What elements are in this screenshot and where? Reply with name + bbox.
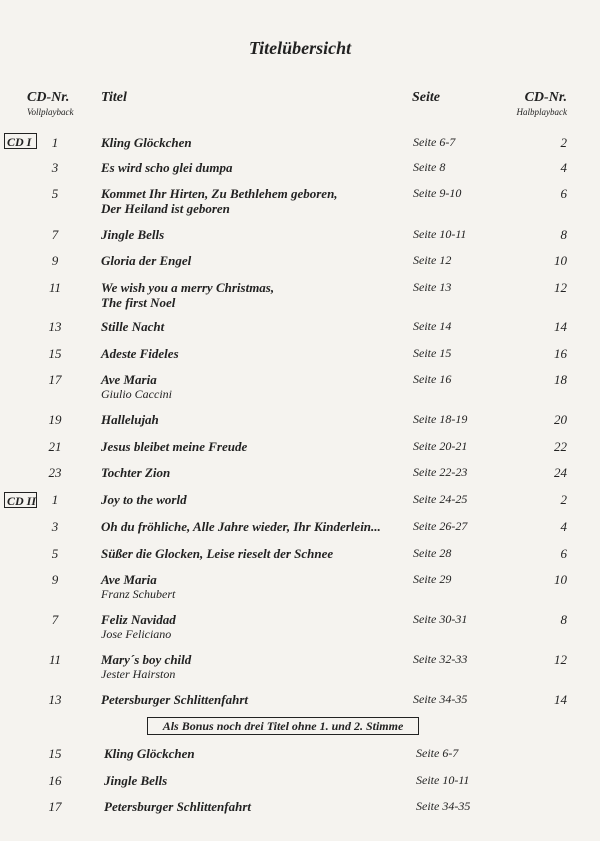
header-cd-vollplayback	[27, 90, 74, 117]
page-ref: Seite 28	[413, 546, 452, 560]
composer: Giulio Caccini	[101, 387, 172, 401]
cd-track-halbplayback: 16	[554, 346, 567, 361]
song-title: Petersburger Schlittenfahrt	[104, 799, 251, 814]
header-cd-label: CD-Nr.	[524, 90, 567, 105]
song-title	[101, 439, 247, 454]
page-ref: Seite 6-7	[416, 746, 459, 760]
cd-track-halbplayback: 14	[554, 319, 567, 334]
page-ref: Seite 14	[413, 319, 452, 333]
page-ref: Seite 32-33	[413, 652, 468, 666]
song-title	[101, 412, 159, 427]
page-ref: Seite 18-19	[413, 412, 468, 426]
song-title: Jingle Bells	[104, 773, 168, 788]
page-ref: Seite 10-11	[416, 773, 470, 787]
header-cd-sublabel: Halbplayback	[516, 107, 567, 117]
song-title	[101, 652, 191, 682]
page-ref: Seite 26-27	[413, 519, 468, 533]
song-title	[101, 546, 333, 561]
song-title-text: Es wird scho glei dumpa	[101, 160, 233, 175]
page-ref: Seite 20-21	[413, 439, 468, 453]
header-cd-halbplayback	[517, 90, 567, 117]
cd-track-vollplayback: 23	[48, 465, 62, 480]
page-ref: Seite 34-35	[413, 692, 468, 706]
cd-track-halbplayback: 8	[560, 227, 567, 242]
song-title-line2: The first Noel	[101, 295, 176, 310]
song-title-text: Ave Maria	[101, 572, 157, 587]
cd-track-vollplayback: 17	[48, 372, 62, 387]
cd-track-halbplayback: 14	[554, 692, 567, 707]
song-title-text: Kommet Ihr Hirten, Zu Bethlehem geboren,	[101, 186, 338, 201]
cd-track-halbplayback: 12	[554, 652, 567, 667]
cd-track-vollplayback: 11	[48, 652, 62, 667]
page-ref: Seite 30-31	[413, 612, 468, 626]
composer: Franz Schubert	[101, 587, 176, 601]
cd-track-vollplayback: 21	[48, 439, 62, 454]
cd-track-vollplayback: 13	[48, 692, 62, 707]
song-title-text: Jingle Bells	[101, 227, 165, 242]
cd-track-halbplayback: 24	[554, 465, 567, 480]
page-ref: Seite 9-10	[413, 186, 462, 200]
cd-track-vollplayback: 15	[48, 346, 62, 361]
song-title	[101, 572, 175, 602]
song-title-text: Petersburger Schlittenfahrt	[101, 692, 248, 707]
cd-label-box: CD II	[4, 492, 37, 508]
song-title	[101, 692, 248, 707]
song-title	[101, 465, 170, 480]
song-title	[101, 253, 191, 268]
song-title	[101, 319, 164, 334]
song-title	[101, 372, 172, 402]
cd-track-halbplayback: 4	[560, 160, 567, 175]
song-title-text: Kling Glöckchen	[101, 135, 192, 150]
song-title-text: Ave Maria	[101, 372, 157, 387]
composer: Jose Feliciano	[101, 627, 172, 641]
cd-track-halbplayback: 2	[560, 135, 567, 150]
page-ref: Seite 34-35	[416, 799, 471, 813]
cd-track-halbplayback: 2	[560, 492, 567, 507]
song-title-text: Adeste Fideles	[101, 346, 179, 361]
header-cd-sublabel: Vollplayback	[27, 107, 74, 117]
cd-track-halbplayback: 12	[554, 280, 567, 295]
song-title-text: Oh du fröhliche, Alle Jahre wieder, Ihr Kinderlein...	[101, 519, 381, 534]
song-title-text: Stille Nacht	[101, 319, 165, 334]
song-title-text: Joy to the world	[101, 492, 187, 507]
song-title-text: Mary´s boy child	[101, 652, 192, 667]
cd-track-vollplayback: 7	[51, 612, 59, 627]
song-title	[101, 346, 179, 361]
page-ref: Seite 6-7	[413, 135, 456, 149]
song-title-text: Gloria der Engel	[101, 253, 192, 268]
cd-track-vollplayback: 1	[51, 135, 59, 150]
page-ref: Seite 15	[413, 346, 452, 360]
cd-track-vollplayback: 9	[51, 253, 59, 268]
cd-track-halbplayback: 20	[554, 412, 567, 427]
cd-track-vollplayback: 16	[48, 773, 62, 788]
header-seite: Seite	[412, 90, 440, 105]
cd-track-vollplayback: 9	[51, 572, 59, 587]
song-title	[101, 492, 187, 507]
cd-track-vollplayback: 5	[51, 546, 59, 561]
cd-track-halbplayback: 4	[560, 519, 567, 534]
song-title-line2: Der Heiland ist geboren	[101, 201, 230, 216]
cd-track-halbplayback: 6	[560, 546, 567, 561]
page-ref: Seite 29	[413, 572, 452, 586]
header-titel: Titel	[101, 90, 127, 105]
song-title-text: Jesus bleibet meine Freude	[101, 439, 248, 454]
cd-track-halbplayback: 10	[554, 253, 567, 268]
cd-track-halbplayback: 10	[554, 572, 567, 587]
composer: Jester Hairston	[101, 667, 176, 681]
song-title: Kling Glöckchen	[104, 746, 195, 761]
song-title-text: Süßer die Glocken, Leise rieselt der Schnee	[101, 546, 334, 561]
cd-track-halbplayback: 22	[554, 439, 567, 454]
page-title: Titelübersicht	[248, 38, 352, 58]
cd-track-halbplayback: 6	[560, 186, 567, 201]
song-title	[101, 519, 381, 534]
song-title	[101, 280, 274, 310]
song-title-text: Feliz Navidad	[101, 612, 176, 627]
page-ref: Seite 8	[413, 160, 446, 174]
cd-track-vollplayback: 7	[51, 227, 59, 242]
header-cd-label: CD-Nr.	[27, 90, 70, 105]
cd-label-box: CD I	[4, 133, 37, 149]
song-title	[101, 160, 232, 175]
song-title-text: Hallelujah	[101, 412, 159, 427]
cd-track-vollplayback: 3	[51, 519, 59, 534]
cd-track-vollplayback: 17	[48, 799, 62, 814]
cd-track-halbplayback: 8	[560, 612, 567, 627]
cd-track-halbplayback: 18	[554, 372, 567, 387]
bonus-label: Als Bonus noch drei Titel ohne 1. und 2. Stimme	[147, 717, 419, 735]
cd-track-vollplayback: 11	[48, 280, 62, 295]
cd-track-vollplayback: 3	[51, 160, 59, 175]
cd-track-vollplayback: 19	[48, 412, 62, 427]
page-ref: Seite 16	[413, 372, 452, 386]
cd-track-vollplayback: 5	[51, 186, 59, 201]
page-ref: Seite 22-23	[413, 465, 468, 479]
song-title	[101, 612, 176, 642]
song-title	[101, 135, 192, 150]
cd-track-vollplayback: 13	[48, 319, 62, 334]
song-title	[101, 186, 338, 216]
cd-track-vollplayback: 15	[48, 746, 62, 761]
cd-track-vollplayback: 1	[51, 492, 59, 507]
song-title-text: Tochter Zion	[101, 465, 171, 480]
page-ref: Seite 10-11	[413, 227, 467, 241]
song-title-text: We wish you a merry Christmas,	[101, 280, 275, 295]
song-title	[101, 227, 164, 242]
page-ref: Seite 12	[413, 253, 452, 267]
page-ref: Seite 24-25	[413, 492, 468, 506]
page-ref: Seite 13	[413, 280, 452, 294]
